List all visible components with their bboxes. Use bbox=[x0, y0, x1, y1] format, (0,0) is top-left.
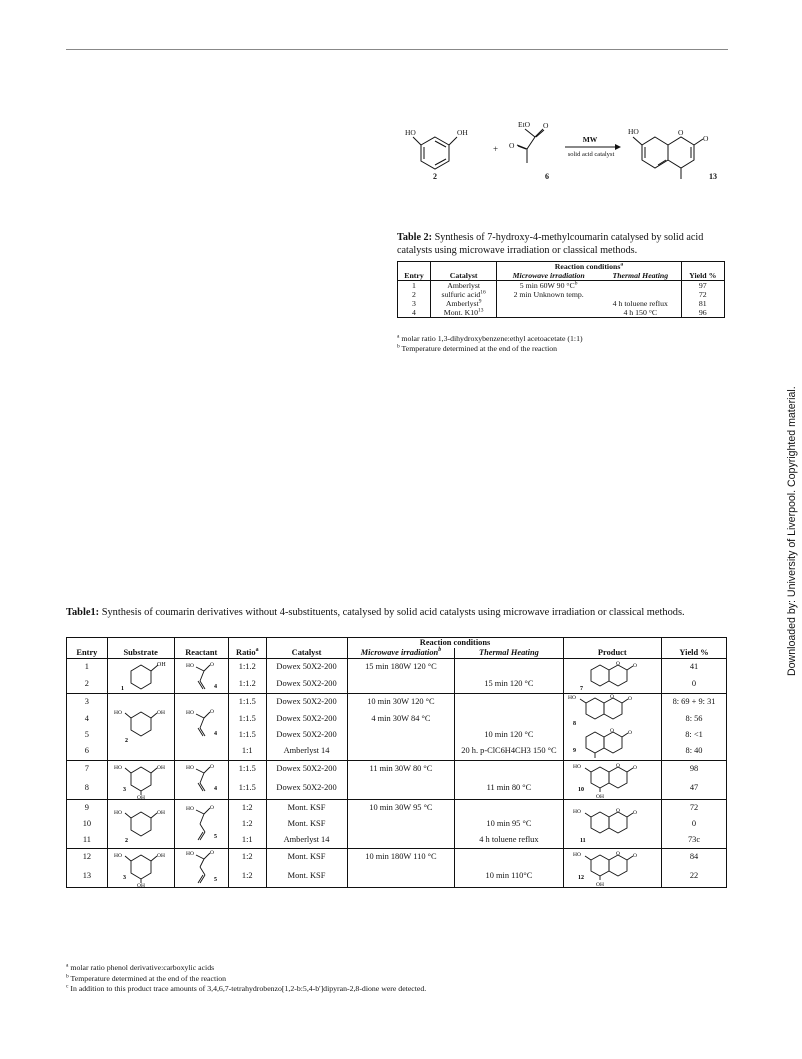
substrate-label: 2 bbox=[124, 738, 128, 744]
table1-h-spacer bbox=[563, 638, 661, 649]
svg-text:O: O bbox=[210, 709, 215, 715]
svg-text:O: O bbox=[616, 851, 621, 857]
table1-mw: 10 min 180W 110 °C bbox=[347, 849, 455, 869]
table2-catalyst-sup: 16 bbox=[480, 289, 486, 296]
table1-ratio: 1:2 bbox=[229, 800, 267, 817]
table1-ratio: 1:1.5 bbox=[229, 761, 267, 781]
table1-h-ratio-text: Ratio bbox=[236, 648, 256, 657]
table1-group bbox=[67, 761, 727, 800]
svg-text:HO: HO bbox=[186, 806, 195, 812]
table1-yield: 73c bbox=[687, 835, 701, 844]
product-label: 8 bbox=[573, 721, 577, 727]
reactant-label: 4 bbox=[214, 731, 218, 737]
table1-catalyst: Dowex 50X2-200 bbox=[266, 676, 347, 694]
svg-text:O: O bbox=[628, 730, 633, 736]
table1-row bbox=[67, 849, 727, 869]
table1-catalyst: Amberlyst 14 bbox=[266, 832, 347, 849]
product-o-text: O bbox=[703, 134, 709, 143]
table1-th: 4 h toluene reflux bbox=[455, 832, 563, 849]
table1-h-spacer bbox=[229, 638, 267, 649]
table1-ratio: 1:1 bbox=[229, 832, 267, 849]
svg-text:O: O bbox=[628, 696, 633, 702]
svg-text:HO: HO bbox=[573, 764, 582, 770]
table1-group bbox=[67, 694, 727, 761]
reactant-structure-cell bbox=[174, 849, 228, 888]
table2-row bbox=[398, 281, 725, 291]
svg-text:HO: HO bbox=[186, 710, 195, 716]
svg-text:HO: HO bbox=[113, 853, 122, 859]
table1-th bbox=[455, 849, 563, 869]
table1-yield: 8: 56 bbox=[685, 713, 703, 723]
table2-yield: 97 bbox=[698, 281, 707, 290]
table2-h-mw: Microwave irradiation bbox=[497, 271, 600, 281]
reactant1-label: 2 bbox=[433, 172, 437, 181]
table1-yield: 84 bbox=[689, 852, 699, 861]
table1-mw: 11 min 30W 80 °C bbox=[347, 761, 455, 781]
svg-text:HO: HO bbox=[186, 765, 195, 771]
scheme-o2-text: O bbox=[509, 141, 515, 150]
table1-yield: 0 bbox=[691, 819, 697, 828]
table1-entry: 4 bbox=[67, 711, 108, 727]
table1-caption-text: Synthesis of coumarin derivatives without 4-substituents, catalysed by solid acid catalysts using microwave irradiation or classical methods. bbox=[99, 607, 685, 618]
coumarin-pair-structure-icon bbox=[567, 694, 657, 760]
table1-th: 10 min 110°C bbox=[455, 868, 563, 888]
table1-ratio: 1:2 bbox=[229, 849, 267, 869]
table1-group bbox=[67, 849, 727, 888]
table1-h-th: Thermal Heating bbox=[455, 648, 563, 659]
reactant2-label: 6 bbox=[545, 172, 549, 181]
butenoic-acid-structure-icon bbox=[178, 849, 224, 887]
table1-th: 20 h. p-ClC6H4CH3 150 °C bbox=[455, 743, 563, 760]
table1-yield: 47 bbox=[689, 783, 699, 792]
table2-catalyst bbox=[431, 299, 497, 308]
scheme-o-text: O bbox=[543, 121, 549, 130]
table1-h-ratio bbox=[229, 648, 267, 659]
resorcinol-structure-icon bbox=[111, 694, 171, 754]
substrate-label: 3 bbox=[122, 787, 126, 793]
table1-th: 15 min 120 °C bbox=[455, 676, 563, 694]
reaction-scheme-drawing bbox=[405, 115, 735, 190]
table2-yield: 72 bbox=[698, 290, 707, 299]
acrylic-acid-structure-icon bbox=[178, 659, 224, 693]
substrate-label: 3 bbox=[122, 875, 126, 881]
table2-entry: 1 bbox=[398, 281, 431, 291]
table1-note-b-text: Temperature determined at the end of the reaction bbox=[70, 973, 227, 983]
arrow-top-text: MW bbox=[582, 135, 598, 144]
table1-entry: 13 bbox=[67, 868, 108, 888]
dihydrohydroxycoumarin-structure-icon bbox=[572, 849, 652, 887]
product-label: 9 bbox=[573, 748, 577, 754]
table1-h-reactant: Reactant bbox=[174, 648, 228, 659]
svg-text:OH: OH bbox=[596, 882, 605, 888]
table1-entry: 8 bbox=[67, 780, 108, 800]
scheme-oh-text: OH bbox=[457, 128, 468, 137]
svg-text:HO: HO bbox=[573, 852, 582, 858]
product-structure-cell bbox=[563, 800, 661, 849]
table2-th bbox=[600, 281, 681, 291]
acrylic-acid-structure-icon bbox=[178, 694, 224, 754]
table2-caption-label: Table 2: bbox=[397, 232, 433, 243]
reactant-label: 4 bbox=[214, 684, 218, 690]
table1-entry: 5 bbox=[67, 727, 108, 743]
table1-note-a: $^a$ molar ratio phenol derivative:carboxylic acids bbox=[66, 962, 215, 972]
table1-th bbox=[455, 800, 563, 817]
table2-header-row1 bbox=[398, 262, 725, 272]
svg-text:O: O bbox=[616, 661, 621, 667]
table1-h-spacer bbox=[67, 638, 108, 649]
table1-th: 11 min 80 °C bbox=[455, 780, 563, 800]
table1-h-yield: Yield % bbox=[662, 648, 727, 659]
table2-row bbox=[398, 308, 725, 318]
table1-row bbox=[67, 694, 727, 711]
table2-catalyst-text: Mont. K10 bbox=[443, 308, 479, 317]
table1-catalyst: Mont. KSF bbox=[266, 849, 347, 869]
scheme-eto-text: EtO bbox=[518, 120, 531, 129]
table2-th: 4 h toluene reflux bbox=[600, 299, 681, 308]
table2-h-conditions-text: Reaction conditions bbox=[554, 262, 621, 271]
resorcinol-structure-icon bbox=[111, 800, 171, 848]
table2-footnotes bbox=[397, 334, 583, 354]
svg-text:O: O bbox=[210, 662, 215, 668]
product-o-ring-text: O bbox=[678, 128, 684, 137]
table2 bbox=[397, 261, 725, 318]
svg-text:HO: HO bbox=[573, 809, 582, 815]
table1-h-mw bbox=[347, 648, 455, 659]
reactant-structure-cell bbox=[174, 800, 228, 849]
table1-h-spacer bbox=[107, 638, 174, 649]
hydroxycoumarin-structure-icon bbox=[572, 761, 652, 799]
table2-mw bbox=[497, 281, 600, 291]
reactant-label: 5 bbox=[214, 834, 218, 840]
arrow-bottom-text: solid acid catalyst bbox=[567, 151, 615, 158]
table2-h-conditions-sup: a bbox=[620, 261, 624, 268]
table2-catalyst bbox=[431, 290, 497, 299]
table2-mw-text: 2 min Unknown temp. bbox=[513, 290, 584, 299]
svg-text:HO: HO bbox=[113, 765, 122, 771]
product-structure-cell bbox=[563, 694, 661, 761]
reaction-arrowhead bbox=[615, 144, 621, 150]
svg-text:O: O bbox=[210, 764, 215, 770]
product-label: 10 bbox=[578, 787, 585, 793]
table2-th: 4 h 150 °C bbox=[600, 308, 681, 318]
table2-mw bbox=[497, 290, 600, 299]
reactant-structure-cell bbox=[174, 761, 228, 800]
table1-h-spacer bbox=[266, 638, 347, 649]
table2-entry: 2 bbox=[398, 290, 431, 299]
table1-entry: 3 bbox=[67, 694, 108, 711]
table1-mw: 10 min 30W 120 °C bbox=[347, 694, 455, 711]
table1-h-catalyst: Catalyst bbox=[266, 648, 347, 659]
table2-h-conditions bbox=[497, 262, 681, 272]
table1-entry: 10 bbox=[67, 816, 108, 832]
table2-yield: 81 bbox=[698, 299, 707, 308]
svg-text:OH: OH bbox=[156, 810, 165, 816]
table1-entry: 9 bbox=[67, 800, 108, 817]
table2-entry: 3 bbox=[398, 299, 431, 308]
table1-entry: 11 bbox=[67, 832, 108, 849]
table2-catalyst bbox=[431, 281, 497, 291]
table2-catalyst bbox=[431, 308, 497, 318]
table1-mw: 10 min 30W 95 °C bbox=[347, 800, 455, 817]
table1-note-c-text: In addition to this product trace amounts of 3,4,6,7-tetrahydrobenzo[1,2-b:5,4-b']dipyran-2,8-dione were detected. bbox=[70, 984, 427, 993]
table1-entry: 2 bbox=[67, 676, 108, 694]
table1-th bbox=[455, 761, 563, 781]
table1-ratio: 1:1 bbox=[229, 743, 267, 760]
table2-note-b-text: Temperature determined at the end of the reaction bbox=[401, 344, 558, 353]
phloroglucinol-structure-icon bbox=[111, 849, 171, 887]
table1-ratio: 1:1.5 bbox=[229, 711, 267, 727]
table1-entry: 1 bbox=[67, 659, 108, 677]
coumarin-structure-icon bbox=[572, 659, 652, 693]
table1-mw bbox=[347, 868, 455, 888]
product-label: 11 bbox=[580, 838, 586, 844]
product-structure-cell bbox=[563, 849, 661, 888]
svg-text:OH: OH bbox=[596, 794, 605, 800]
table2-header-row2 bbox=[398, 271, 725, 281]
reaction-scheme bbox=[405, 115, 735, 190]
product-structure-cell bbox=[563, 761, 661, 800]
plus-sign: + bbox=[493, 144, 499, 154]
table1-h-mw-text: Microwave irradiation bbox=[360, 648, 439, 657]
table1-mw: 15 min 180W 120 °C bbox=[347, 659, 455, 677]
product-label: 13 bbox=[709, 172, 717, 181]
table1-h-ratio-sup: a bbox=[255, 647, 259, 654]
dihydrocoumarin-structure-icon bbox=[572, 800, 652, 848]
product-label: 12 bbox=[578, 875, 585, 881]
svg-text:O: O bbox=[610, 728, 615, 734]
table1-catalyst: Dowex 50X2-200 bbox=[266, 780, 347, 800]
svg-text:OH: OH bbox=[136, 883, 145, 889]
table2-note-b: $^b$ Temperature determined at the end of the reaction bbox=[397, 343, 558, 353]
table1-catalyst: Dowex 50X2-200 bbox=[266, 727, 347, 743]
table1-th bbox=[455, 659, 563, 677]
acrylic-acid-structure-icon bbox=[178, 761, 224, 795]
svg-text:O: O bbox=[633, 765, 638, 771]
table1-header-row1 bbox=[67, 638, 727, 649]
table2-note-a: $^a$ molar ratio 1,3-dihydroxybenzene:ethyl acetoacetate (1:1) bbox=[397, 333, 583, 343]
table2-caption bbox=[397, 232, 733, 257]
reactant-structure-cell bbox=[174, 694, 228, 761]
table1-catalyst: Dowex 50X2-200 bbox=[266, 711, 347, 727]
substrate-label: 2 bbox=[124, 838, 128, 844]
table2-h-yield: Yield % bbox=[681, 271, 724, 281]
table2-row bbox=[398, 290, 725, 299]
svg-text:O: O bbox=[210, 850, 215, 856]
download-watermark: Downloaded by: University of Liverpool. Copyrighted material. bbox=[786, 386, 798, 676]
table2-catalyst-text: Amberlyst bbox=[447, 281, 481, 290]
table1-h-spacer bbox=[174, 638, 228, 649]
table1-yield: 8: <1 bbox=[685, 729, 703, 739]
table2-mw-sup: b bbox=[574, 280, 578, 287]
phloroglucinol-structure-icon bbox=[111, 761, 171, 799]
svg-text:O: O bbox=[610, 694, 615, 700]
table1-th bbox=[455, 694, 563, 711]
table2-entry: 4 bbox=[398, 308, 431, 318]
svg-text:O: O bbox=[633, 663, 638, 669]
table2-th bbox=[600, 290, 681, 299]
table1-mw bbox=[347, 780, 455, 800]
table2-catalyst-sup: 13 bbox=[478, 307, 484, 314]
table1-ratio: 1:1.5 bbox=[229, 694, 267, 711]
table1-ratio: 1:2 bbox=[229, 816, 267, 832]
table1-catalyst: Mont. KSF bbox=[266, 868, 347, 888]
page-top-rule bbox=[66, 49, 728, 50]
svg-text:O: O bbox=[616, 763, 621, 769]
table1-group bbox=[67, 800, 727, 849]
table1-mw: 4 min 30W 84 °C bbox=[347, 711, 455, 727]
table2-mw-text: 5 min 60W 90 °C bbox=[519, 281, 575, 290]
substrate-structure-cell bbox=[107, 694, 174, 761]
table1-th bbox=[455, 711, 563, 727]
table1-catalyst: Dowex 50X2-200 bbox=[266, 659, 347, 677]
coumarin-structure bbox=[633, 137, 703, 179]
table1-yield: 98 bbox=[689, 764, 699, 773]
table1-h-conditions: Reaction conditions bbox=[347, 638, 563, 649]
svg-text:OH: OH bbox=[156, 765, 165, 771]
table1-note-b: $^b$ Temperature determined at the end of the reaction bbox=[66, 972, 227, 983]
svg-text:HO: HO bbox=[113, 810, 122, 816]
table1-group bbox=[67, 659, 727, 694]
product-structure-cell bbox=[563, 659, 661, 694]
table1-catalyst: Amberlyst 14 bbox=[266, 743, 347, 760]
table1-caption bbox=[66, 607, 728, 620]
table1-header-row2 bbox=[67, 648, 727, 659]
svg-text:O: O bbox=[616, 808, 621, 814]
table1-h-product: Product bbox=[563, 648, 661, 659]
substrate-structure-cell bbox=[107, 761, 174, 800]
table2-h-catalyst: Catalyst bbox=[431, 271, 497, 281]
resorcinol-structure bbox=[413, 137, 457, 169]
table1-th: 10 min 120 °C bbox=[455, 727, 563, 743]
table1-yield: 72 bbox=[689, 803, 699, 812]
table1-h-substrate: Substrate bbox=[107, 648, 174, 659]
table1-catalyst: Dowex 50X2-200 bbox=[266, 761, 347, 781]
product-ho-text: HO bbox=[628, 127, 639, 136]
reactant-structure-cell bbox=[174, 659, 228, 694]
table1-mw bbox=[347, 676, 455, 694]
table1-catalyst: Mont. KSF bbox=[266, 816, 347, 832]
table1-ratio: 1:1.2 bbox=[229, 676, 267, 694]
table2-caption-text: Synthesis of 7-hydroxy-4-methylcoumarin catalysed by solid acid catalysts using microwave irradiation or classical methods. bbox=[397, 232, 704, 256]
svg-text:HO: HO bbox=[186, 663, 195, 669]
svg-text:HO: HO bbox=[113, 710, 122, 716]
svg-text:HO: HO bbox=[568, 695, 577, 701]
substrate-structure-cell bbox=[107, 849, 174, 888]
table2-h-cat-spacer bbox=[431, 262, 497, 272]
table1-row bbox=[67, 800, 727, 817]
svg-text:OH: OH bbox=[156, 662, 166, 668]
svg-text:O: O bbox=[210, 805, 215, 811]
table1-ratio: 1:2 bbox=[229, 868, 267, 888]
table2-note-a-text: molar ratio 1,3-dihydroxybenzene:ethyl acetoacetate (1:1) bbox=[401, 334, 583, 343]
substrate-structure-cell bbox=[107, 800, 174, 849]
table1-entry: 6 bbox=[67, 743, 108, 760]
table1-catalyst: Dowex 50X2-200 bbox=[266, 694, 347, 711]
table1-h-entry: Entry bbox=[67, 648, 108, 659]
table1-mw bbox=[347, 832, 455, 849]
table1-yield: 22 bbox=[689, 871, 699, 880]
svg-text:OH: OH bbox=[156, 710, 165, 716]
svg-text:O: O bbox=[633, 853, 638, 859]
table1 bbox=[66, 637, 727, 888]
butenoic-acid-structure-icon bbox=[178, 800, 224, 848]
table1-entry: 12 bbox=[67, 849, 108, 869]
table2-h-entry: Entry bbox=[398, 271, 431, 281]
table2-yield: 96 bbox=[698, 308, 707, 317]
table1-row bbox=[67, 659, 727, 677]
table2-catalyst-text: Amberlyst bbox=[445, 299, 479, 308]
table1-entry: 7 bbox=[67, 761, 108, 781]
svg-text:HO: HO bbox=[186, 851, 195, 857]
scheme-ho-text: HO bbox=[405, 128, 416, 137]
table2-mw bbox=[497, 299, 600, 308]
svg-text:OH: OH bbox=[136, 795, 145, 801]
table1-caption-label: Table1: bbox=[66, 607, 100, 618]
table1-note-c: $^c$ In addition to this product trace amounts of 3,4,6,7-tetrahydrobenzo[1,2-b:5,4-b']dipyran-2,8-dione were detected. bbox=[66, 983, 427, 993]
table1-yield: 8: 69 + 9: 31 bbox=[672, 697, 716, 706]
svg-text:OH: OH bbox=[156, 853, 165, 859]
table1-th: 10 min 95 °C bbox=[455, 816, 563, 832]
table1-row bbox=[67, 761, 727, 781]
table1-yield: 0 bbox=[691, 679, 697, 688]
table1-ratio: 1:1.5 bbox=[229, 780, 267, 800]
table2-h-yield-spacer bbox=[681, 262, 724, 272]
svg-text:O: O bbox=[633, 810, 638, 816]
table2-h-entry-spacer bbox=[398, 262, 431, 272]
table1-mw bbox=[347, 816, 455, 832]
table1-yield: 41 bbox=[689, 662, 699, 671]
table1-h-mw-sup: b bbox=[438, 647, 442, 654]
reactant-label: 4 bbox=[214, 786, 218, 792]
table2-row bbox=[398, 299, 725, 308]
table1-catalyst: Mont. KSF bbox=[266, 800, 347, 817]
product-label: 7 bbox=[580, 686, 584, 692]
phenol-structure-icon bbox=[111, 659, 171, 693]
table1-mw bbox=[347, 727, 455, 743]
table2-catalyst-sup: 9 bbox=[478, 298, 482, 305]
table1-ratio: 1:1.5 bbox=[229, 727, 267, 743]
substrate-structure-cell bbox=[107, 659, 174, 694]
reactant-label: 5 bbox=[214, 877, 218, 883]
table1-note-a-text: molar ratio phenol derivative:carboxylic acids bbox=[70, 963, 215, 972]
acetoacetate-structure bbox=[517, 129, 544, 163]
table2-h-th: Thermal Heating bbox=[600, 271, 681, 281]
table2-mw bbox=[497, 308, 600, 318]
table2-catalyst-text: sulfuric acid bbox=[441, 290, 481, 299]
table1-footnotes bbox=[66, 963, 426, 995]
table1-h-spacer bbox=[662, 638, 727, 649]
table1-yield: 8: 40 bbox=[685, 746, 703, 756]
substrate-label: 1 bbox=[120, 686, 124, 692]
table1-ratio: 1:1.2 bbox=[229, 659, 267, 677]
table1-mw bbox=[347, 743, 455, 760]
